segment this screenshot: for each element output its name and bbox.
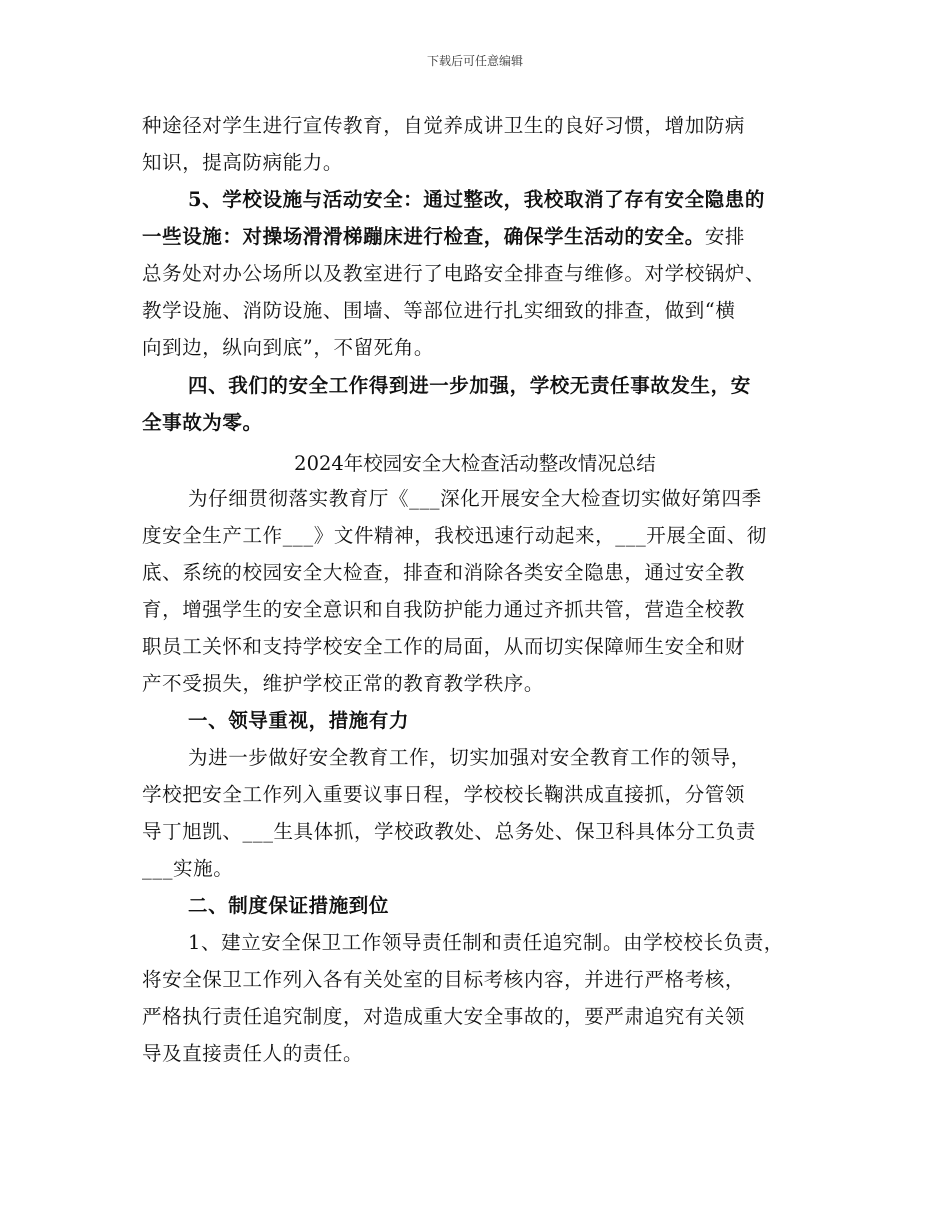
body-line: 度安全生产工作___》文件精神，我校迅速行动起来，___开展全面、彻 — [142, 524, 767, 547]
body-line: 育，增强学生的安全意识和自我防护能力通过齐抓共管，营造全校教 — [142, 598, 746, 621]
section-heading-4: 四、我们的安全工作得到进一步加强，学校无责任事故发生，安 — [188, 374, 751, 397]
body-line: 底、系统的校园安全大检查，排查和消除各类安全隐患，通过安全教 — [142, 561, 746, 584]
body-line: 为仔细贯彻落实教育厅《___深化开展安全大检查切实做好第四季 — [188, 487, 762, 510]
page-header: 下载后可任意编辑 — [426, 54, 523, 68]
document-title: 2024年校园安全大检查活动整改情况总结 — [294, 452, 656, 475]
body-line: 严格执行责任追究制度，对造成重大安全事故的，要严肃追究有关领 — [142, 1005, 746, 1028]
section-heading-5: 5、学校设施与活动安全：通过整改，我校取消了存有安全隐患的 — [188, 188, 765, 211]
body-line: 职员工关怀和支持学校安全工作的局面，从而切实保障师生安全和财 — [142, 635, 746, 658]
body-line: 将安全保卫工作列入各有关处室的目标考核内容，并进行严格考核， — [142, 968, 746, 991]
body-line: 1、建立安全保卫工作领导责任制和责任追究制。由学校校长负责， — [188, 931, 784, 954]
body-line: 种途径对学生进行宣传教育，自觉养成讲卫生的良好习惯，增加防病 — [142, 114, 746, 137]
body-line: ___实施。 — [142, 857, 234, 880]
body-line: 教学设施、消防设施、围墙、等部位进行扎实细致的排查，做到“横 — [142, 299, 736, 322]
body-line: 知识，提高防病能力。 — [142, 151, 344, 174]
body-line: 为进一步做好安全教育工作，切实加强对安全教育工作的领导， — [188, 746, 751, 769]
body-line: 导及直接责任人的责任。 — [142, 1042, 364, 1065]
section-heading-1: 一、领导重视，措施有力 — [188, 709, 410, 732]
body-line: 总务处对办公场所以及教室进行了电路安全排查与维修。对学校锅炉、 — [142, 262, 766, 285]
section-heading-2: 二、制度保证措施到位 — [188, 894, 390, 917]
body-line: 学校把安全工作列入重要议事日程，学校校长鞠洪成直接抓，分管领 — [142, 783, 746, 806]
body-line: 向到边，纵向到底”，不留死角。 — [142, 336, 434, 359]
body-line: 产不受损失，维护学校正常的教育教学秩序。 — [142, 672, 545, 695]
body-line: 导丁旭凯、___生具体抓，学校政教处、总务处、保卫科具体分工负责 — [142, 820, 756, 843]
body-line-mixed: 一些设施：对操场滑滑梯蹦床进行检查，确保学生活动的安全。安排 — [142, 225, 746, 248]
section-heading-4-cont: 全事故为零。 — [142, 411, 263, 434]
